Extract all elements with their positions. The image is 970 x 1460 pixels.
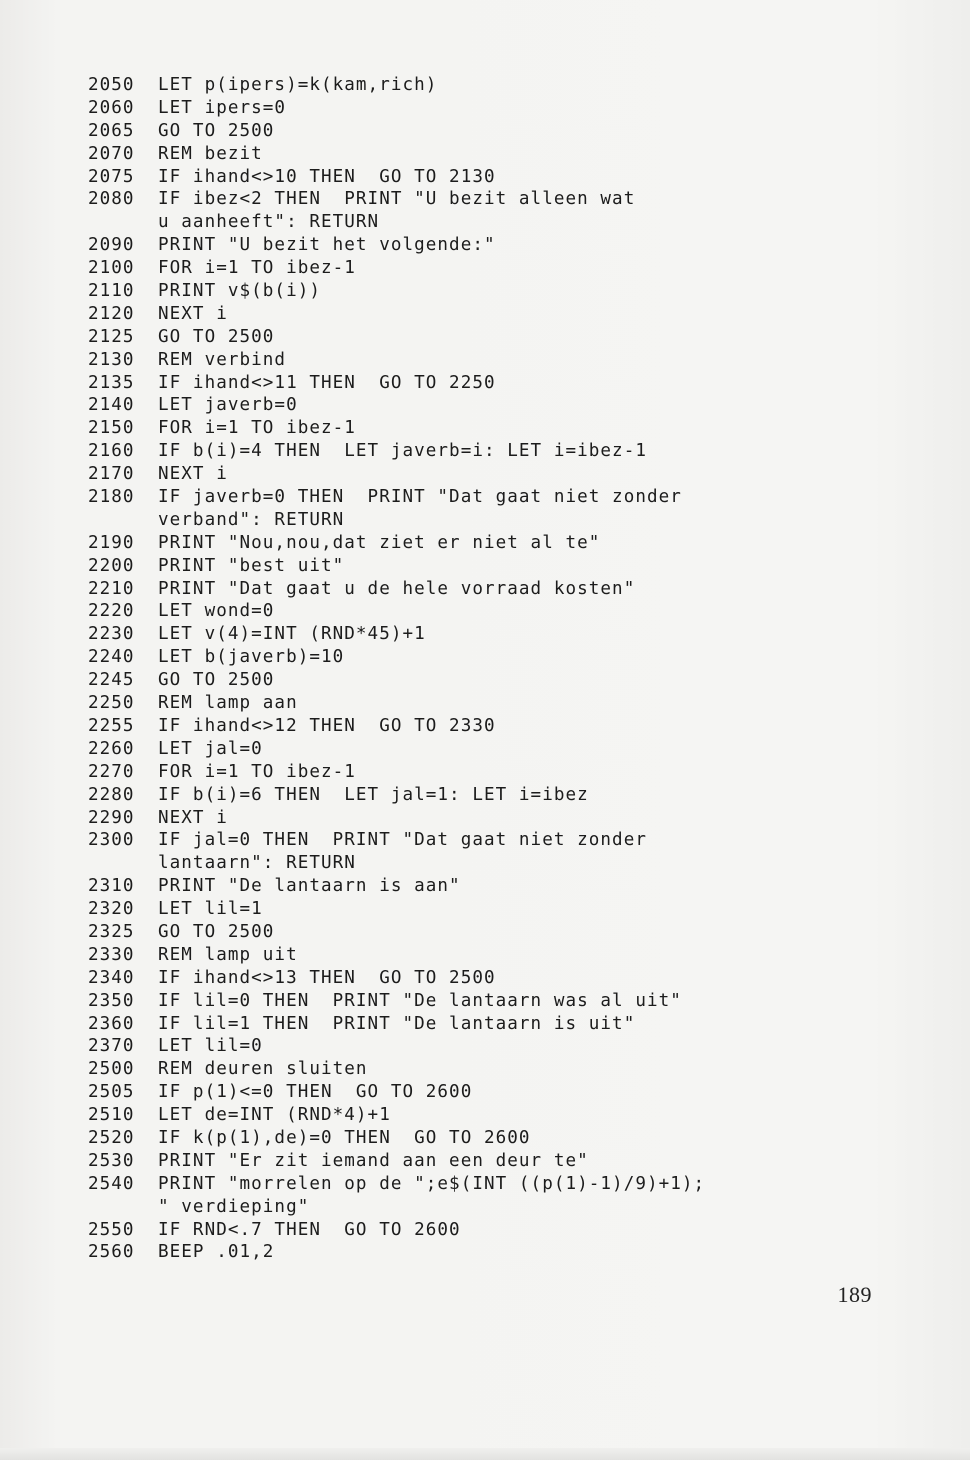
- code-text: IF ihand<>12 THEN GO TO 2330: [158, 715, 496, 736]
- line-number: 2150: [88, 418, 135, 439]
- line-number: 2255: [88, 715, 135, 736]
- code-line: [88, 715, 808, 738]
- code-text: PRINT "U bezit het volgende:": [158, 235, 496, 256]
- code-line: [88, 1013, 808, 1036]
- code-text: IF b(i)=6 THEN LET jal=1: LET i=ibez: [158, 784, 589, 805]
- code-line: [88, 1150, 808, 1173]
- line-number: 2330: [88, 944, 135, 965]
- code-text: LET lil=0: [158, 1036, 263, 1057]
- code-text: IF RND<.7 THEN GO TO 2600: [158, 1219, 461, 1240]
- code-line: [88, 97, 808, 120]
- code-line: [88, 784, 808, 807]
- code-line: [88, 257, 808, 280]
- code-line: [88, 74, 808, 97]
- code-text: PRINT "Dat gaat u de hele vorraad kosten": [158, 578, 636, 599]
- code-text: REM deuren sluiten: [158, 1059, 368, 1080]
- line-number: 2180: [88, 487, 135, 508]
- line-number: 2140: [88, 395, 135, 416]
- code-line: [88, 692, 808, 715]
- line-number: 2200: [88, 555, 135, 576]
- code-text: LET lil=1: [158, 899, 263, 920]
- code-line: [88, 1058, 808, 1081]
- code-text: PRINT v$(b(i)): [158, 281, 321, 302]
- line-number: 2120: [88, 303, 135, 324]
- line-number: 2125: [88, 326, 135, 347]
- line-number: 2100: [88, 258, 135, 279]
- line-number: 2220: [88, 601, 135, 622]
- code-text: LET jal=0: [158, 738, 263, 759]
- line-number: 2530: [88, 1150, 135, 1171]
- code-text: REM bezit: [158, 143, 263, 164]
- code-line: [88, 372, 808, 395]
- code-text: PRINT "morrelen op de ";e$(INT ((p(1)-1)/9)+1);: [158, 1173, 706, 1194]
- line-number: 2090: [88, 235, 135, 256]
- code-line: [88, 486, 808, 509]
- code-text: IF b(i)=4 THEN LET javerb=i: LET i=ibez-1: [158, 441, 647, 462]
- line-number: 2050: [88, 75, 135, 95]
- code-line: [88, 1104, 808, 1127]
- line-number: 2110: [88, 281, 135, 302]
- code-text: GO TO 2500: [158, 670, 275, 691]
- code-text: FOR i=1 TO ibez-1: [158, 418, 356, 439]
- code-text: REM lamp uit: [158, 944, 298, 965]
- code-line: [88, 532, 808, 555]
- line-number: 2230: [88, 624, 135, 645]
- code-text: LET de=INT (RND*4)+1: [158, 1105, 391, 1126]
- line-number: 2245: [88, 670, 135, 691]
- line-number: 2340: [88, 967, 135, 988]
- code-line: [88, 166, 808, 189]
- code-line: [88, 234, 808, 257]
- line-number: 2270: [88, 761, 135, 782]
- code-line: [88, 738, 808, 761]
- code-text: BEEP .01,2: [158, 1242, 275, 1263]
- line-number: 2505: [88, 1082, 135, 1103]
- code-line: [88, 761, 808, 784]
- code-text: u aanheeft": RETURN: [158, 212, 380, 233]
- code-line: [88, 440, 808, 463]
- code-continuation-line: [88, 211, 808, 234]
- code-text: LET v(4)=INT (RND*45)+1: [158, 624, 426, 645]
- code-line: [88, 646, 808, 669]
- code-line: [88, 280, 808, 303]
- line-number: 2550: [88, 1219, 135, 1240]
- page-bottom-edge: [0, 1448, 970, 1460]
- code-line: [88, 807, 808, 830]
- line-number: 2350: [88, 990, 135, 1011]
- code-text: IF javerb=0 THEN PRINT "Dat gaat niet zonder: [158, 487, 682, 508]
- line-number: 2540: [88, 1173, 135, 1194]
- code-line: [88, 623, 808, 646]
- line-number: 2320: [88, 899, 135, 920]
- code-text: FOR i=1 TO ibez-1: [158, 258, 356, 279]
- code-text: lantaarn": RETURN: [158, 853, 356, 874]
- code-continuation-line: [88, 1196, 808, 1219]
- code-line: [88, 1219, 808, 1242]
- code-line: [88, 669, 808, 692]
- code-line: [88, 463, 808, 486]
- line-number: 2560: [88, 1242, 135, 1263]
- code-line: [88, 1081, 808, 1104]
- code-text: IF p(1)<=0 THEN GO TO 2600: [158, 1082, 473, 1103]
- line-number: 2360: [88, 1013, 135, 1034]
- code-text: NEXT i: [158, 807, 228, 828]
- code-text: IF jal=0 THEN PRINT "Dat gaat niet zonder: [158, 830, 647, 851]
- code-line: [88, 944, 808, 967]
- code-line: [88, 394, 808, 417]
- line-number: 2290: [88, 807, 135, 828]
- code-text: LET javerb=0: [158, 395, 298, 416]
- code-line: [88, 417, 808, 440]
- code-text: IF lil=1 THEN PRINT "De lantaarn is uit": [158, 1013, 636, 1034]
- line-number: 2280: [88, 784, 135, 805]
- code-text: IF ihand<>11 THEN GO TO 2250: [158, 372, 496, 393]
- code-text: LET b(javerb)=10: [158, 647, 345, 668]
- line-number: 2060: [88, 97, 135, 118]
- code-text: REM lamp aan: [158, 693, 298, 714]
- line-number: 2130: [88, 349, 135, 370]
- code-text: PRINT "Nou,nou,dat ziet er niet al te": [158, 532, 601, 553]
- line-number: 2310: [88, 876, 135, 897]
- code-line: [88, 1127, 808, 1150]
- code-line: [88, 1241, 808, 1264]
- line-number: 2500: [88, 1059, 135, 1080]
- line-number: 2190: [88, 532, 135, 553]
- code-text: IF ibez<2 THEN PRINT "U bezit alleen wat: [158, 189, 636, 210]
- code-line: [88, 967, 808, 990]
- line-number: 2075: [88, 166, 135, 187]
- line-number: 2510: [88, 1105, 135, 1126]
- code-text: PRINT "best uit": [158, 555, 345, 576]
- code-line: [88, 578, 808, 601]
- code-line: [88, 1035, 808, 1058]
- code-line: [88, 921, 808, 944]
- code-text: GO TO 2500: [158, 326, 275, 347]
- code-line: [88, 600, 808, 623]
- code-text: IF lil=0 THEN PRINT "De lantaarn was al uit": [158, 990, 682, 1011]
- code-line: [88, 349, 808, 372]
- code-text: verband": RETURN: [158, 509, 345, 530]
- code-text: LET ipers=0: [158, 97, 287, 118]
- code-text: LET p(ipers)=k(kam,rich): [158, 75, 438, 95]
- code-line: [88, 875, 808, 898]
- line-number: 2170: [88, 464, 135, 485]
- line-number: 2160: [88, 441, 135, 462]
- code-text: PRINT "Er zit iemand aan een deur te": [158, 1150, 589, 1171]
- line-number: 2135: [88, 372, 135, 393]
- code-text: GO TO 2500: [158, 120, 275, 141]
- line-number: 2520: [88, 1127, 135, 1148]
- line-number: 2300: [88, 830, 135, 851]
- line-number: 2325: [88, 921, 135, 942]
- code-line: [88, 326, 808, 349]
- code-line: [88, 990, 808, 1013]
- line-number: 2240: [88, 647, 135, 668]
- code-text: IF ihand<>10 THEN GO TO 2130: [158, 166, 496, 187]
- line-number: 2250: [88, 693, 135, 714]
- code-line: [88, 188, 808, 211]
- code-continuation-line: [88, 852, 808, 875]
- code-text: IF ihand<>13 THEN GO TO 2500: [158, 967, 496, 988]
- basic-program-listing: [88, 74, 808, 1264]
- line-number: 2065: [88, 120, 135, 141]
- line-number: 2070: [88, 143, 135, 164]
- code-line: [88, 1173, 808, 1196]
- code-text: NEXT i: [158, 464, 228, 485]
- code-text: LET wond=0: [158, 601, 275, 622]
- code-line: [88, 120, 808, 143]
- code-line: [88, 303, 808, 326]
- code-text: IF k(p(1),de)=0 THEN GO TO 2600: [158, 1127, 531, 1148]
- code-line: [88, 143, 808, 166]
- code-text: PRINT "De lantaarn is aan": [158, 876, 461, 897]
- line-number: 2260: [88, 738, 135, 759]
- code-text: REM verbind: [158, 349, 287, 370]
- code-line: [88, 555, 808, 578]
- line-number: 2210: [88, 578, 135, 599]
- line-number: 2370: [88, 1036, 135, 1057]
- code-continuation-line: [88, 509, 808, 532]
- code-line: [88, 898, 808, 921]
- page-number: 189: [837, 1282, 872, 1307]
- code-text: " verdieping": [158, 1196, 310, 1217]
- line-number: 2080: [88, 189, 135, 210]
- code-text: GO TO 2500: [158, 921, 275, 942]
- code-text: FOR i=1 TO ibez-1: [158, 761, 356, 782]
- code-line: [88, 829, 808, 852]
- code-text: NEXT i: [158, 303, 228, 324]
